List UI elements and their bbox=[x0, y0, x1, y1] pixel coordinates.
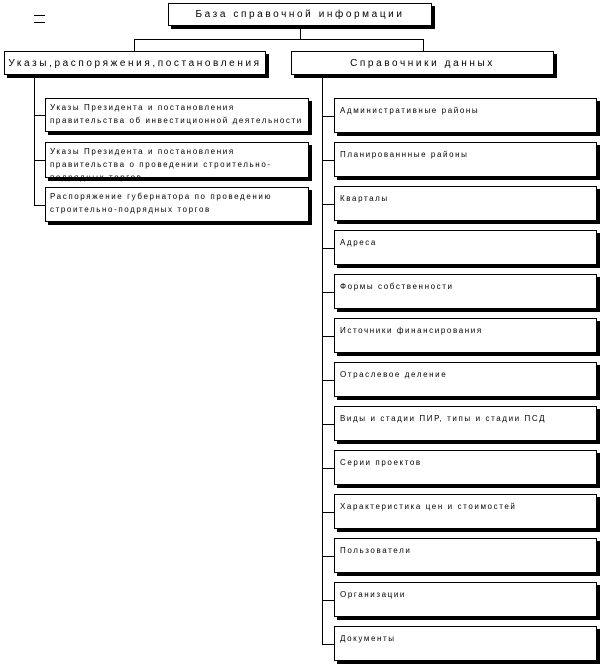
right-item-connector bbox=[322, 512, 334, 513]
right-item-label: Формы собственности bbox=[340, 282, 454, 291]
right-item-connector bbox=[322, 292, 334, 293]
left-item-1 bbox=[45, 98, 309, 132]
left-item-3 bbox=[45, 187, 309, 222]
root-node bbox=[168, 3, 432, 26]
right-item-connector bbox=[322, 644, 334, 645]
right-item-2 bbox=[334, 142, 597, 177]
right-item-connector bbox=[322, 380, 334, 381]
right-item-10 bbox=[334, 494, 597, 529]
root-connector-horizontal bbox=[134, 39, 424, 40]
right-item-3 bbox=[334, 186, 597, 221]
right-item-6 bbox=[334, 318, 597, 353]
right-item-label: Организации bbox=[340, 590, 406, 599]
left-item-connector bbox=[34, 115, 45, 116]
left-item-label: Указы Президента и постановления правительства об инвестиционной деятельности bbox=[50, 103, 303, 125]
root-connector-vertical bbox=[300, 26, 301, 40]
right-item-connector bbox=[322, 600, 334, 601]
right-item-5 bbox=[334, 274, 597, 309]
root-title: База справочной информации bbox=[195, 9, 405, 20]
right-branch-connector bbox=[423, 39, 424, 51]
right-item-connector bbox=[322, 160, 334, 161]
right-item-9 bbox=[334, 450, 597, 485]
right-item-connector bbox=[322, 468, 334, 469]
right-item-label: Документы bbox=[340, 634, 396, 643]
right-item-connector bbox=[322, 424, 334, 425]
right-item-label: Источники финансирования bbox=[340, 326, 483, 335]
left-trunk-line bbox=[34, 75, 35, 205]
right-item-12 bbox=[334, 582, 597, 617]
left-item-2 bbox=[45, 142, 309, 182]
right-item-label: Виды и стадии ПИР, типы и стадии ПСД bbox=[340, 414, 547, 423]
right-item-connector bbox=[322, 336, 334, 337]
right-item-7 bbox=[334, 362, 597, 397]
right-item-label: Адреса bbox=[340, 238, 377, 247]
left-item-connector bbox=[34, 160, 45, 161]
right-item-11 bbox=[334, 538, 597, 573]
right-item-8 bbox=[334, 406, 597, 441]
left-item-connector bbox=[34, 22, 45, 23]
right-item-1 bbox=[334, 98, 597, 133]
right-item-label: Планированнные районы bbox=[340, 150, 469, 159]
left-item-connector bbox=[34, 15, 45, 16]
right-item-connector bbox=[322, 248, 334, 249]
left-branch-connector bbox=[134, 39, 135, 51]
right-item-label: Пользователи bbox=[340, 546, 412, 555]
right-item-4 bbox=[334, 230, 597, 265]
left-item-label: Указы Президента и постановления правительства о проведении строительно-подрядных торгов bbox=[50, 147, 272, 182]
left-category-node bbox=[4, 51, 266, 75]
right-item-label: Серии проектов bbox=[340, 458, 422, 467]
right-item-connector bbox=[322, 116, 334, 117]
right-category-title: Справочники данных bbox=[350, 57, 495, 69]
right-item-label: Кварталы bbox=[340, 194, 389, 203]
right-item-label: Характеристика цен и стоимостей bbox=[340, 502, 517, 511]
left-item-connector bbox=[34, 205, 45, 206]
right-item-connector bbox=[322, 204, 334, 205]
right-item-13 bbox=[334, 626, 597, 661]
right-item-label: Административные районы bbox=[340, 106, 480, 115]
right-item-label: Отраслевое деление bbox=[340, 370, 448, 379]
left-item-label: Распоряжение губернатора по проведению строительно-подрядных торгов bbox=[50, 192, 273, 214]
right-item-connector bbox=[322, 556, 334, 557]
left-category-title: Указы,распоряжения,постановления bbox=[8, 57, 262, 69]
right-category-node bbox=[291, 51, 554, 75]
